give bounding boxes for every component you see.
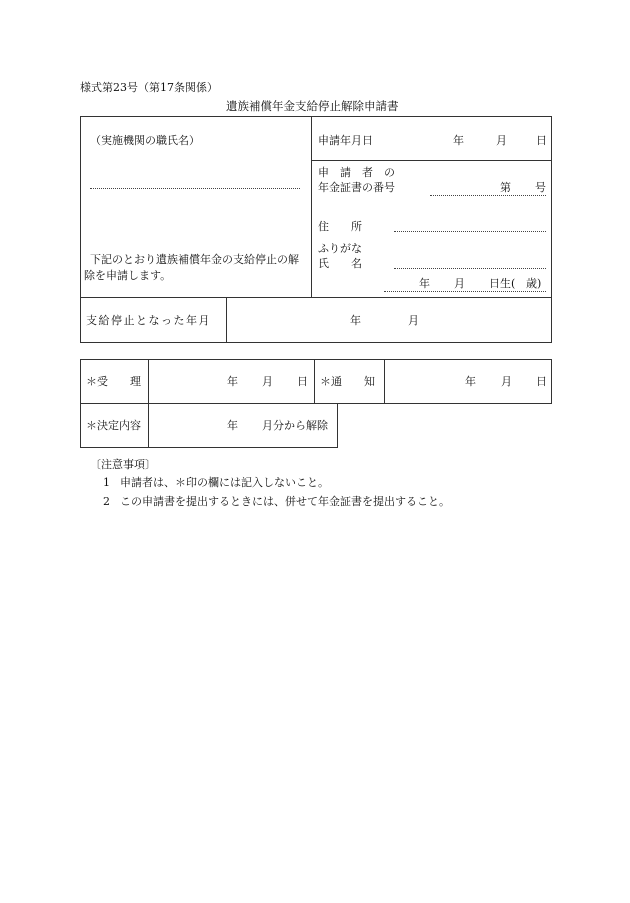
application-date-month[interactable]: 月 (496, 134, 507, 147)
birth-age: 歳) (526, 277, 542, 290)
application-date-year[interactable]: 年 (453, 134, 464, 147)
certificate-number-field[interactable] (430, 195, 546, 196)
suspended-year[interactable]: 年 (350, 314, 361, 327)
decision-label: ＊決定内容 (86, 419, 141, 432)
certificate-no-suffix: 号 (535, 181, 546, 194)
decision-year[interactable]: 年 (227, 419, 238, 432)
birth-day: 日生( (489, 277, 516, 290)
certificate-no-prefix: 第 (500, 181, 511, 194)
application-date-label: 申請年月日 (318, 134, 373, 147)
note-number: 2 (103, 495, 110, 508)
application-date-day[interactable]: 日 (536, 134, 547, 147)
receipt-label: ＊受 理 (86, 375, 141, 388)
suspended-label: 支給停止となった年月 (86, 314, 211, 327)
form-title: 遺族補償年金支給停止解除申請書 (226, 99, 399, 113)
furigana-label: ふりがな (318, 242, 362, 255)
note-number: 1 (103, 476, 110, 489)
receipt-year[interactable]: 年 (227, 375, 238, 388)
birth-date-field[interactable] (384, 291, 546, 292)
request-text-line1: 下記のとおり遺族補償年金の支給停止の解 (90, 253, 299, 266)
request-text-line2: 除を申請します。 (84, 269, 172, 282)
notice-month[interactable]: 月 (501, 375, 512, 388)
main-table (80, 116, 552, 343)
notice-label: ＊通 知 (320, 375, 375, 388)
name-field[interactable] (394, 268, 546, 269)
form-number: 様式第23号（第17条関係） (80, 81, 218, 94)
birth-year: 年 (419, 277, 430, 290)
certificate-label: 年金証書の番号 (318, 181, 395, 194)
birth-month: 月 (454, 277, 465, 290)
receipt-day[interactable]: 日 (297, 375, 308, 388)
note-text: 申請者は、＊印の欄には記入しないこと。 (120, 476, 329, 489)
office-use-table (80, 359, 552, 404)
address-field[interactable] (394, 231, 546, 232)
name-label: 氏 名 (318, 257, 362, 270)
agency-label: （実施機関の職氏名） (90, 134, 200, 147)
address-label: 住 所 (318, 220, 362, 233)
receipt-month[interactable]: 月 (262, 375, 273, 388)
agency-name-field[interactable] (90, 188, 300, 189)
notice-year[interactable]: 年 (465, 375, 476, 388)
suspended-month[interactable]: 月 (408, 314, 419, 327)
applicant-label: 申 請 者 の (318, 166, 395, 179)
note-text: この申請書を提出するときには、併せて年金証書を提出すること。 (120, 495, 450, 508)
notes-header: 〔注意事項〕 (90, 458, 156, 471)
decision-suffix: 月分から解除 (262, 419, 328, 432)
notice-day[interactable]: 日 (536, 375, 547, 388)
